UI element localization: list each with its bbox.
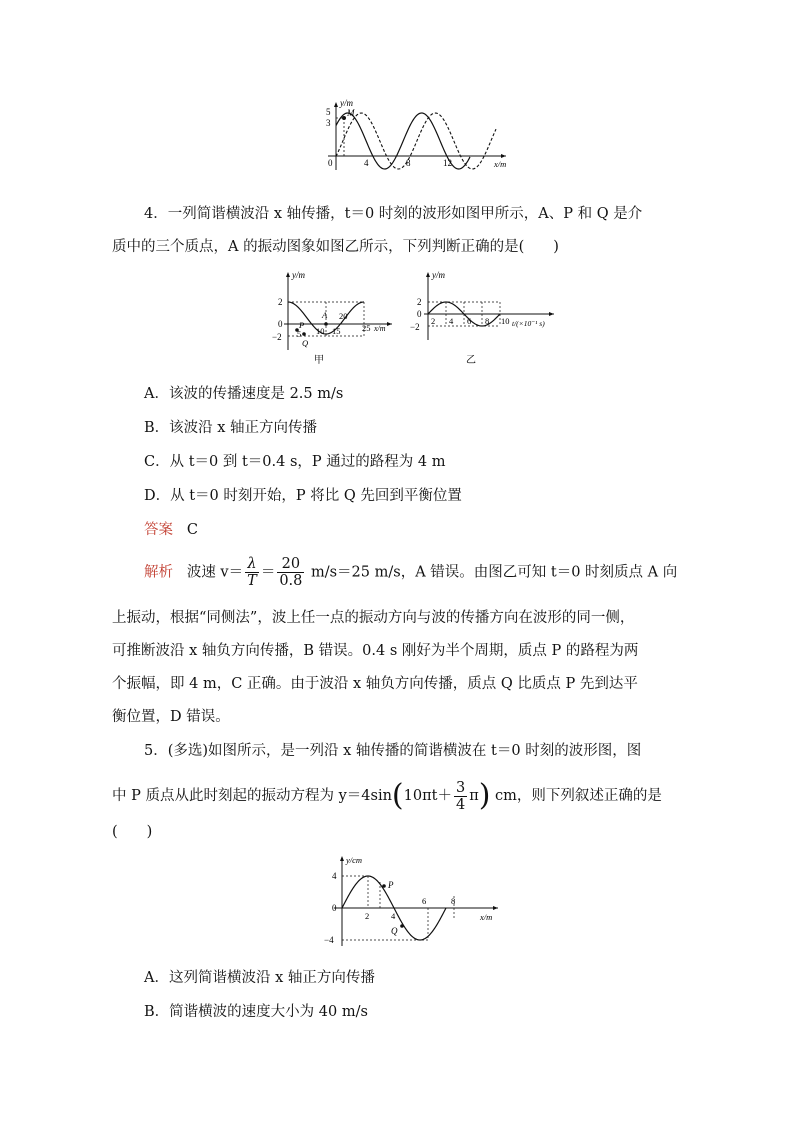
q4-option-a: A．该波的传播速度是 2.5 m/s: [144, 386, 344, 402]
fig-a-point-q: Q: [302, 338, 309, 348]
q4-answer: [144, 520, 198, 540]
top-y-tick: 3: [326, 118, 331, 128]
analysis-after-frac: m/s＝25 m/s，A 错误。由图乙可知 t＝0 时刻质点 A 向: [306, 564, 678, 581]
answer-label: 答案: [144, 522, 173, 538]
q4-option-d: D．从 t＝0 时刻开始，P 将比 Q 先回到平衡位置: [144, 488, 462, 504]
fig-a-x-label: x/m: [374, 324, 386, 333]
analysis-label: 解析: [144, 564, 173, 581]
fig-a-point-a: A: [322, 310, 328, 320]
q4-figure-a: [264, 268, 399, 368]
top-y-label: y/m: [340, 98, 353, 108]
top-x-label: x/m: [494, 159, 507, 169]
answer-value: C: [186, 522, 198, 538]
fig-a-y-tick: 0: [278, 319, 283, 329]
q5-stem-line3: ( ): [112, 824, 153, 840]
fig-a-x-tick: 15: [332, 326, 341, 336]
analysis-prefix: 波速 v＝: [186, 564, 244, 581]
fraction-3-4: $\frac{3}{4}$: [455, 779, 466, 813]
fig-b-x-tick: 10: [501, 316, 510, 326]
q4-analysis-line5: 衡位置，D 错误。: [112, 709, 230, 725]
q4-stem-line1: 4．一列简谐横波沿 x 轴传播，t＝0 时刻的波形如图甲所示，A、P 和 Q 是介: [144, 206, 643, 222]
top-x-tick: 4: [364, 158, 369, 168]
fig-b-x-tick: 4: [449, 316, 454, 326]
top-y-tick: 5: [326, 107, 331, 117]
q4-analysis-line1: 解析 波速 v＝ $\frac{\lambda}{T}$ ＝ $\frac{20}{0.8}$ m/s＝25 m/s，A 错误。由图乙可知 t＝0 时刻质点 A 向: [144, 556, 678, 589]
fig-b-x-tick: 8: [485, 316, 490, 326]
fig-a-y-tick: 2: [278, 297, 283, 307]
fig-b-x-tick: 2: [431, 316, 436, 326]
q4-figure-b: [404, 268, 564, 368]
top-x-tick: 0: [328, 158, 333, 168]
fig-a-caption: 甲: [314, 355, 324, 366]
fraction-lambda-t: $\frac{\lambda}{T}$: [247, 556, 257, 589]
q5-y-tick: −4: [324, 935, 334, 945]
q5-y-tick: 0: [332, 903, 337, 913]
fig-b-y-tick: 2: [417, 297, 422, 307]
q4-option-b: B．该波沿 x 轴正方向传播: [144, 420, 318, 436]
q5-y-label: y/cm: [346, 855, 363, 865]
q5-x-label: x/m: [480, 912, 493, 922]
fig-a-x-tick: 20: [339, 311, 348, 321]
fig-a-x-tick: 25: [362, 323, 371, 333]
q5-x-tick: 2: [365, 911, 370, 921]
q4-stem-line2: 质中的三个质点，A 的振动图象如图乙所示，下列判断正确的是( ): [112, 239, 559, 255]
top-x-tick: 8: [406, 158, 411, 168]
q5-x-tick: 6: [422, 896, 427, 906]
fig-a-point-p: P: [299, 320, 305, 330]
q5-x-tick: 8: [451, 896, 456, 906]
top-point-label: M: [347, 108, 355, 118]
q5-option-a: A．这列简谐横波沿 x 轴正方向传播: [144, 970, 375, 986]
top-wave-figure: [318, 96, 518, 176]
fig-b-y-label: y/m: [432, 270, 445, 280]
q5-stem-line2: 中 P 质点从此时刻起的振动方程为 y＝4sin(10πt＋ $\frac{3}{4}$ π) cm，则下列叙述正确的是: [112, 778, 662, 813]
q5-figure: [318, 852, 508, 952]
q5-point-q: Q: [391, 926, 398, 936]
fraction-20-0.8: $\frac{20}{0.8}$: [279, 556, 303, 589]
point-m: [342, 116, 346, 120]
fig-a-y-label: y/m: [292, 270, 305, 280]
fig-b-y-tick: −2: [410, 322, 420, 332]
fig-a-y-tick: −2: [272, 332, 282, 342]
q4-analysis-line2: 上振动，根据“同侧法”，波上任一点的振动方向与波的传播方向在波形的同一侧，: [112, 610, 635, 626]
fig-b-x-label: t/(×10⁻¹ s): [512, 319, 545, 328]
q4-analysis-line3: 可推断波沿 x 轴负方向传播，B 错误。0.4 s 刚好为半个周期，质点 P 的路程为两: [112, 643, 639, 659]
q5-y-tick: 4: [332, 871, 337, 881]
fig-b-y-tick: 0: [417, 309, 422, 319]
q4-option-c: C．从 t＝0 到 t＝0.4 s，P 通过的路程为 4 m: [144, 454, 446, 470]
fig-b-caption: 乙: [466, 355, 476, 366]
fig-b-x-tick: 6: [467, 316, 472, 326]
top-x-tick: 12: [443, 158, 452, 168]
fig-a-x-tick: 5: [297, 329, 302, 339]
fig-a-x-tick: 10: [316, 326, 325, 336]
q5-stem-line1: 5．(多选)如图所示，是一列沿 x 轴传播的简谐横波在 t＝0 时刻的波形图，图: [144, 743, 642, 759]
q5-point-p: P: [388, 880, 394, 890]
q5-option-b: B．简谐横波的速度大小为 40 m/s: [144, 1004, 368, 1020]
q4-analysis-line4: 个振幅，即 4 m，C 正确。由于波沿 x 轴负方向传播，质点 Q 比质点 P 先到达平: [112, 676, 638, 692]
q5-x-tick: 4: [391, 911, 396, 921]
